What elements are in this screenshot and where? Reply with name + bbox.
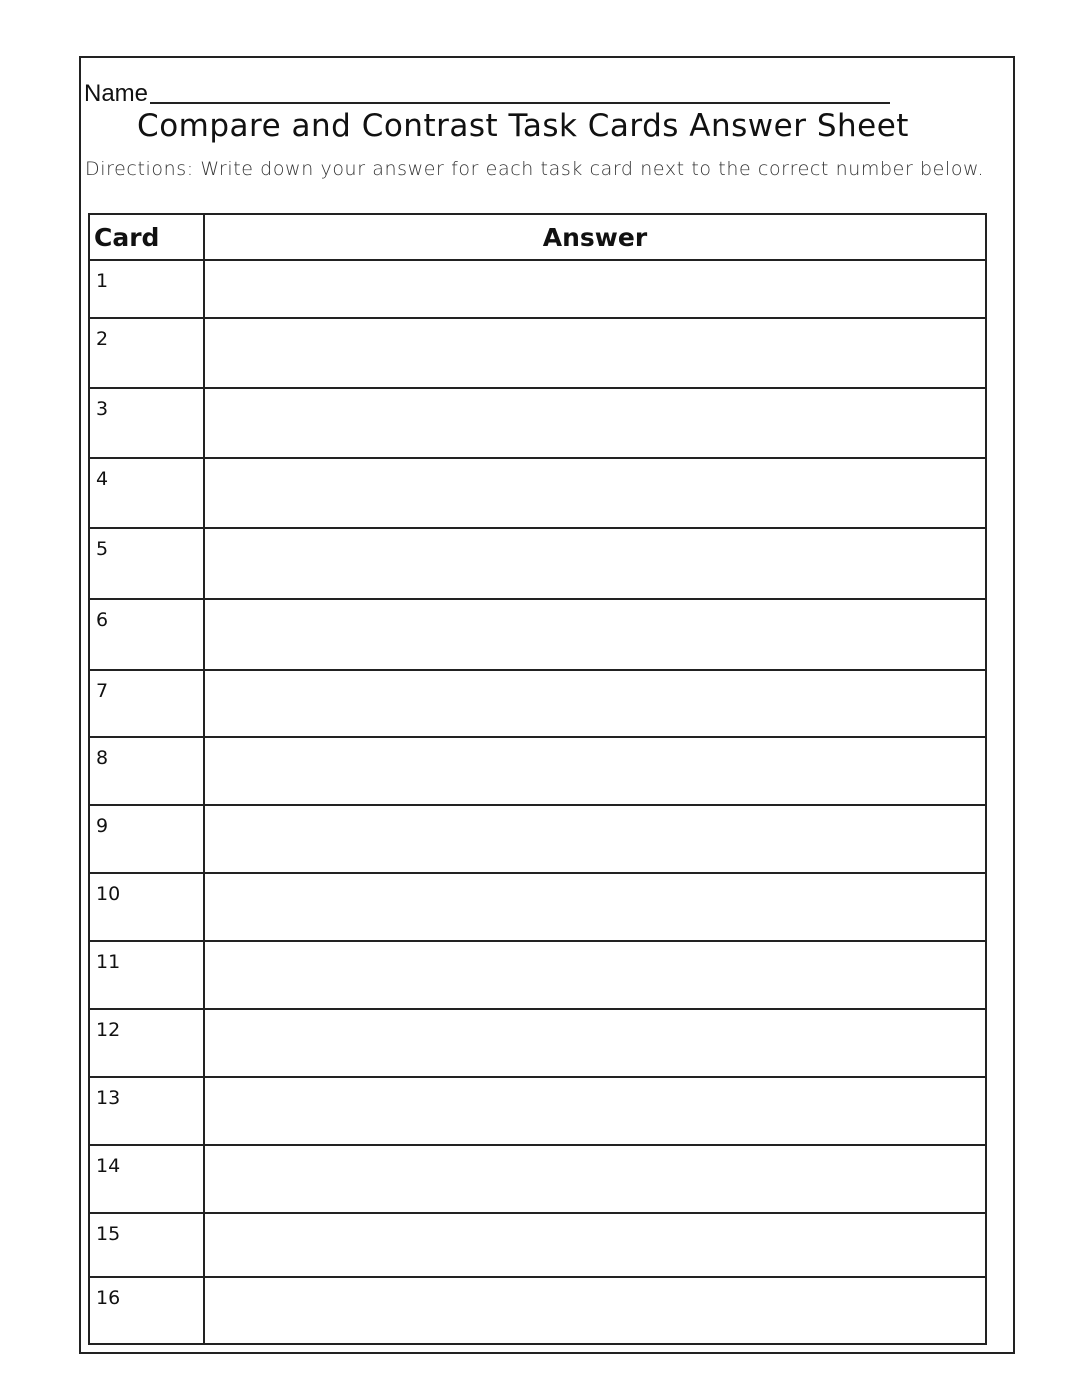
card-number: 16 bbox=[89, 1277, 204, 1344]
answer-table bbox=[88, 213, 987, 1345]
card-number: 6 bbox=[89, 599, 204, 670]
answer-cell[interactable] bbox=[204, 1277, 986, 1344]
card-number: 8 bbox=[89, 737, 204, 805]
table-row bbox=[89, 458, 986, 528]
card-number: 1 bbox=[89, 260, 204, 318]
answer-cell[interactable] bbox=[204, 1145, 986, 1213]
answer-cell[interactable] bbox=[204, 805, 986, 873]
answer-cell[interactable] bbox=[204, 1077, 986, 1145]
answer-cell[interactable] bbox=[204, 388, 986, 458]
card-number: 13 bbox=[89, 1077, 204, 1145]
card-number: 5 bbox=[89, 528, 204, 599]
card-number: 15 bbox=[89, 1213, 204, 1277]
answer-cell[interactable] bbox=[204, 528, 986, 599]
card-column-header: Card bbox=[89, 214, 204, 260]
card-number: 3 bbox=[89, 388, 204, 458]
table-row bbox=[89, 670, 986, 737]
table-row bbox=[89, 805, 986, 873]
answer-cell[interactable] bbox=[204, 599, 986, 670]
answer-cell[interactable] bbox=[204, 873, 986, 941]
worksheet-title: Compare and Contrast Task Cards Answer Sheet bbox=[137, 108, 909, 144]
answer-cell[interactable] bbox=[204, 318, 986, 388]
table-row bbox=[89, 1277, 986, 1344]
table-row bbox=[89, 737, 986, 805]
answer-column-header: Answer bbox=[204, 214, 986, 260]
table-row bbox=[89, 941, 986, 1009]
table-row bbox=[89, 1145, 986, 1213]
answer-cell[interactable] bbox=[204, 941, 986, 1009]
card-number: 12 bbox=[89, 1009, 204, 1077]
card-number: 2 bbox=[89, 318, 204, 388]
answer-cell[interactable] bbox=[204, 458, 986, 528]
card-number: 11 bbox=[89, 941, 204, 1009]
table-header-row bbox=[89, 214, 986, 260]
table-row bbox=[89, 388, 986, 458]
card-number: 10 bbox=[89, 873, 204, 941]
name-label: Name bbox=[84, 80, 149, 107]
answer-cell[interactable] bbox=[204, 737, 986, 805]
card-number: 7 bbox=[89, 670, 204, 737]
answer-cell[interactable] bbox=[204, 260, 986, 318]
answer-cell[interactable] bbox=[204, 1213, 986, 1277]
table-row bbox=[89, 1009, 986, 1077]
answer-cell[interactable] bbox=[204, 1009, 986, 1077]
answer-cell[interactable] bbox=[204, 670, 986, 737]
table-row bbox=[89, 318, 986, 388]
table-row bbox=[89, 260, 986, 318]
card-number: 4 bbox=[89, 458, 204, 528]
table-row bbox=[89, 528, 986, 599]
card-number: 14 bbox=[89, 1145, 204, 1213]
table-row bbox=[89, 599, 986, 670]
table-row bbox=[89, 1077, 986, 1145]
card-number: 9 bbox=[89, 805, 204, 873]
table-row bbox=[89, 1213, 986, 1277]
table-row bbox=[89, 873, 986, 941]
directions-text: Directions: Write down your answer for each task card next to the correct number below. bbox=[85, 158, 985, 180]
